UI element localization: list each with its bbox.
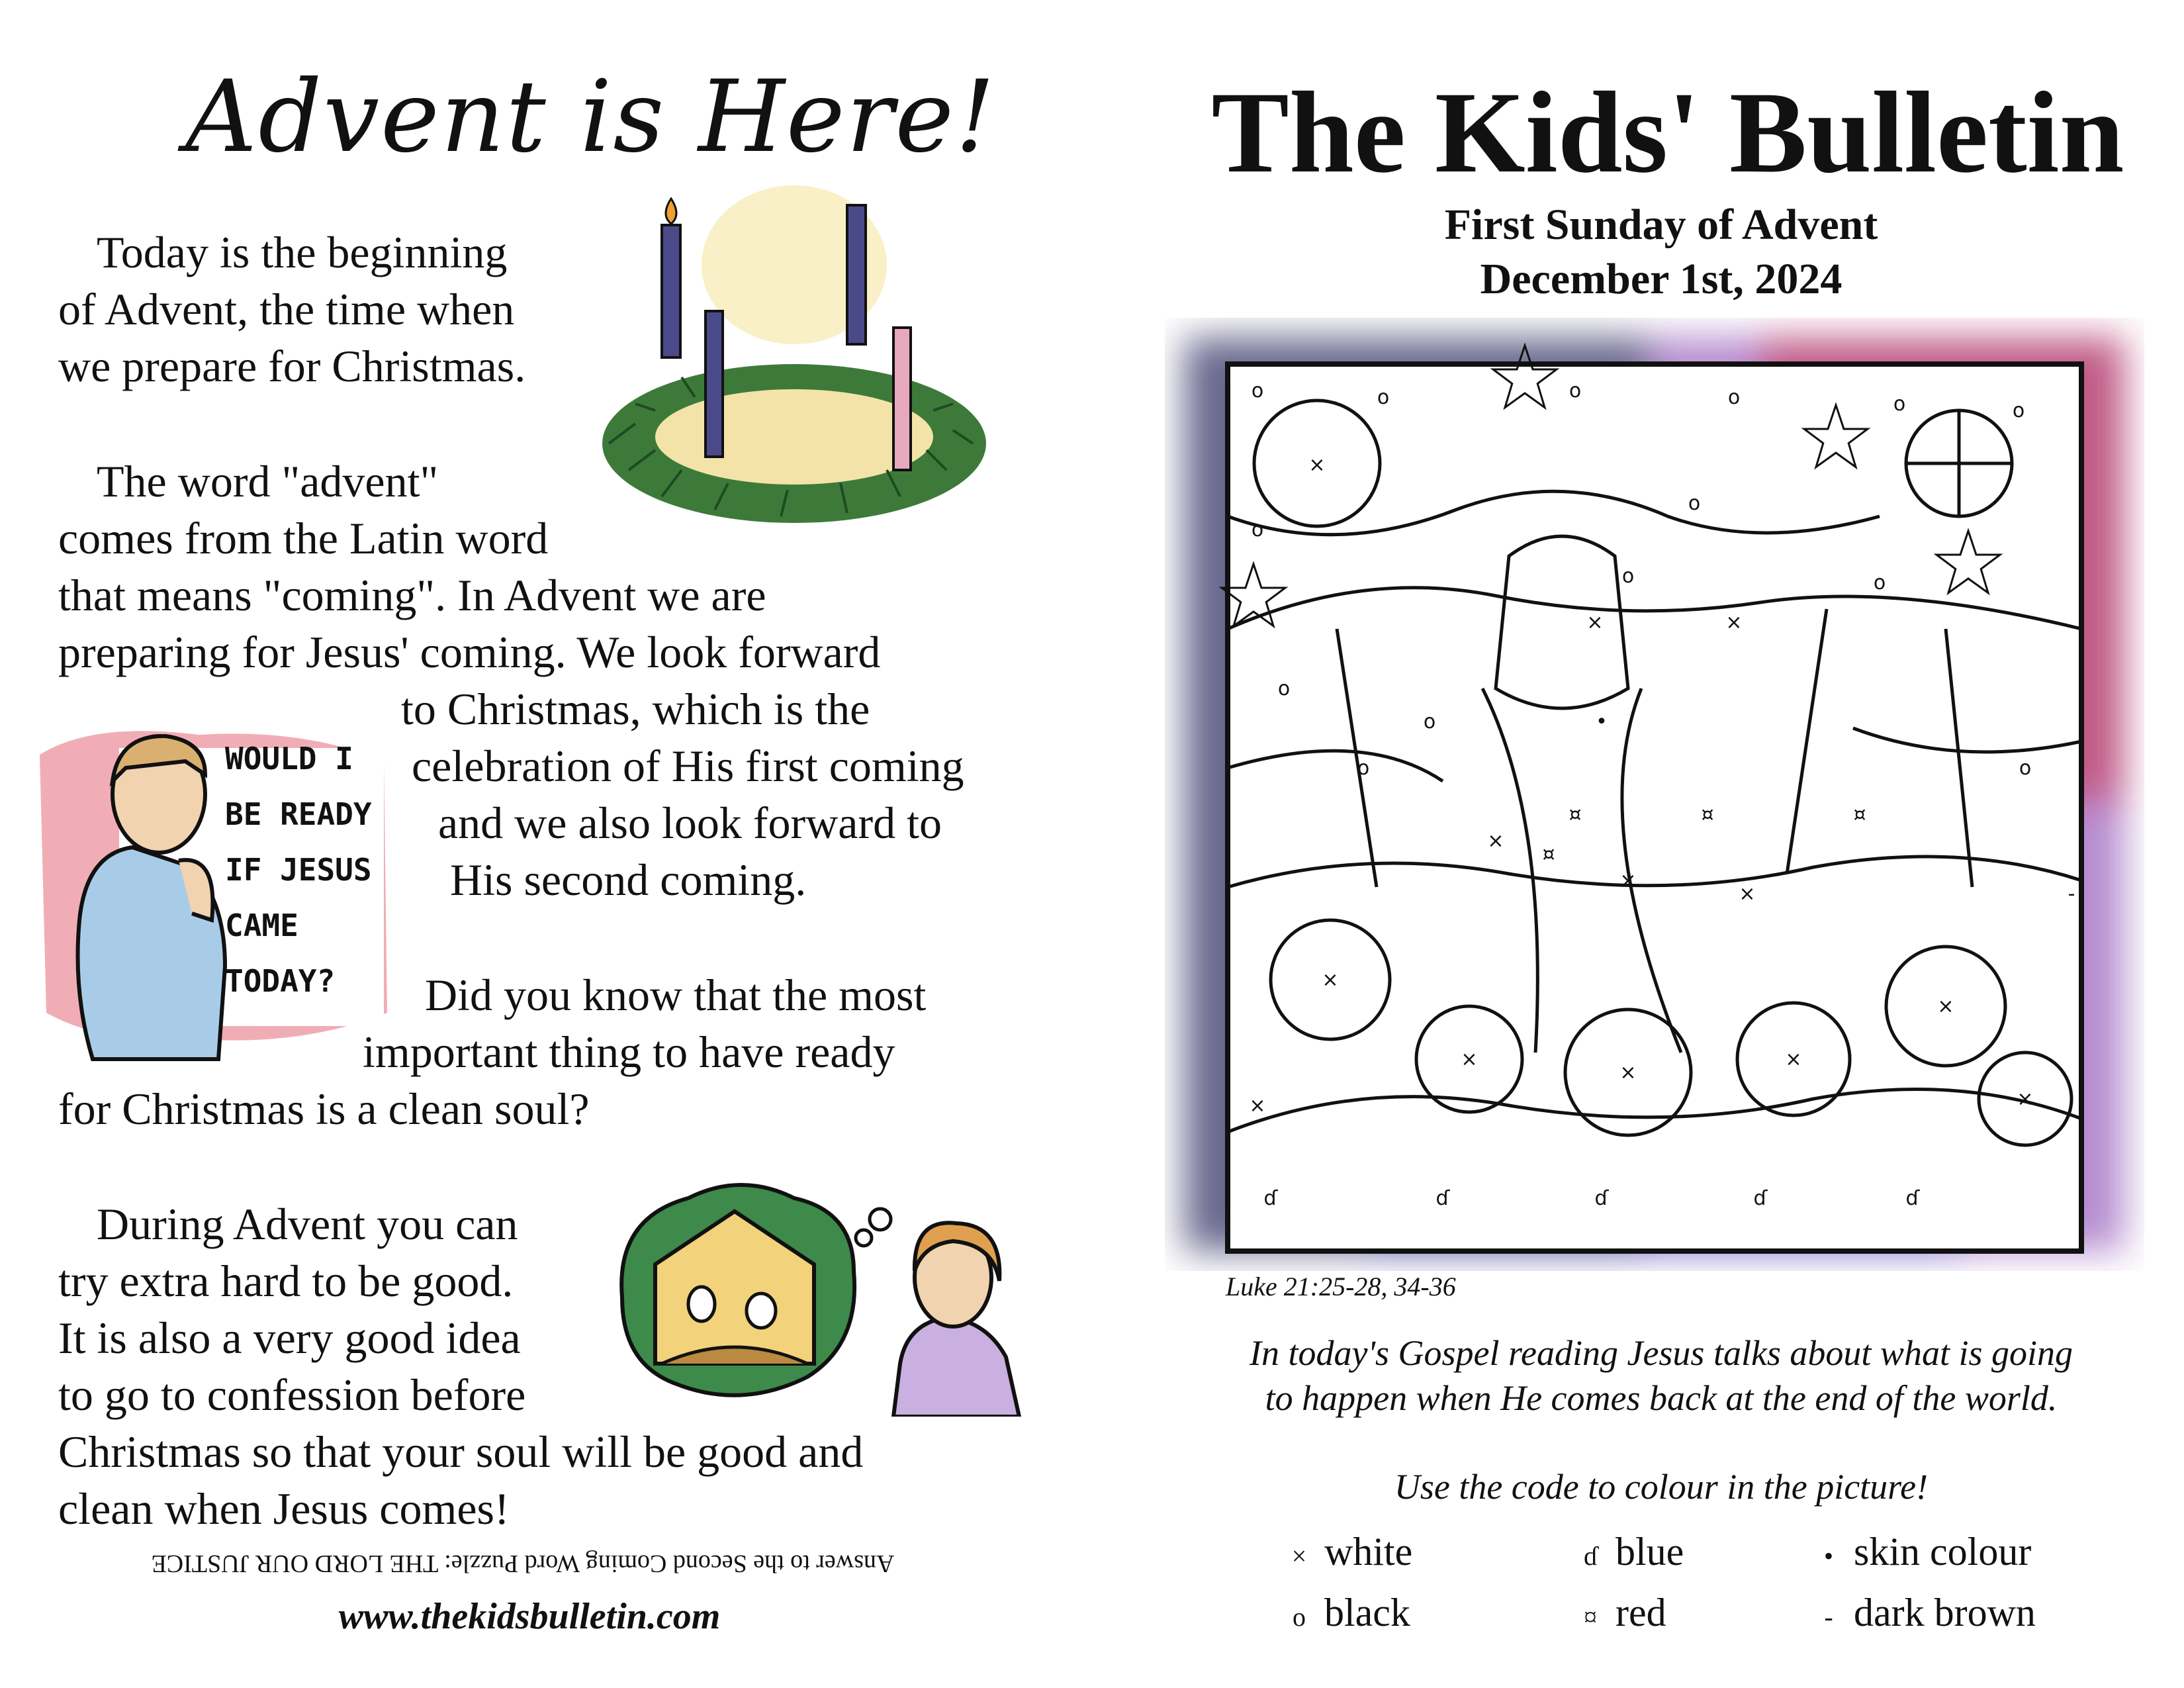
advent-text-line: we prepare for Christmas. (58, 341, 526, 391)
legend-symbol-icon: o (1293, 1601, 1306, 1632)
speech-line: TODAY? (225, 963, 336, 999)
legend-symbol-icon: • (1823, 1540, 1833, 1571)
gospel-summary (1165, 1331, 2158, 1421)
boy-speech-text (225, 731, 372, 1009)
svg-text:×: × (1586, 611, 1604, 634)
advent-text-line: clean when Jesus comes! (58, 1483, 510, 1534)
svg-text:o: o (2019, 757, 2032, 780)
svg-text:o: o (1621, 565, 1635, 588)
advent-text-line: to Christmas, which is the (401, 684, 870, 734)
svg-text:o: o (1357, 757, 1370, 780)
gospel-summary-line: to happen when He comes back at the end of the world. (1265, 1378, 2058, 1418)
advent-text-line: try extra hard to be good. (58, 1256, 514, 1306)
page-title-advent: Advent is Here! (185, 60, 997, 175)
legend-item-red (1575, 1590, 1666, 1636)
svg-text:×: × (1785, 1048, 1802, 1071)
svg-text:-: - (2068, 882, 2075, 906)
advent-text-line: and we also look forward to (438, 798, 942, 848)
legend-label: dark brown (1854, 1591, 2036, 1634)
advent-text-line: Did you know that the most (425, 970, 927, 1020)
legend-item-black (1284, 1590, 1410, 1636)
speech-line: IF JESUS (225, 852, 372, 888)
svg-text:¤: ¤ (1853, 803, 1866, 826)
svg-text:ɗ: ɗ (1263, 1187, 1278, 1210)
svg-text:ɗ: ɗ (1594, 1187, 1609, 1210)
svg-text:o: o (1277, 677, 1291, 700)
legend-item-dark-brown (1813, 1590, 2036, 1636)
svg-text:o: o (1251, 518, 1264, 541)
svg-text:×: × (1322, 968, 1339, 992)
legend-symbol-icon: ɗ (1584, 1540, 1597, 1571)
color-by-code-picture (1165, 318, 2144, 1271)
svg-text:o: o (2012, 399, 2025, 422)
svg-text:o: o (1569, 379, 1582, 402)
legend-label: blue (1615, 1530, 1684, 1573)
gospel-summary-line: In today's Gospel reading Jesus talks about what is going (1250, 1333, 2073, 1373)
svg-text:×: × (1461, 1048, 1478, 1071)
svg-text:•: • (1596, 710, 1608, 733)
speech-line: WOULD I (225, 741, 353, 776)
website-url[interactable]: www.thekidsbulletin.com (338, 1596, 721, 1637)
svg-text:×: × (1725, 611, 1743, 634)
advent-text-line: comes from the Latin word (58, 513, 549, 563)
svg-text:×: × (1739, 882, 1756, 906)
advent-text-line: The word "advent" (97, 456, 439, 506)
legend-label: skin colour (1854, 1530, 2032, 1573)
puzzle-answer-upside-down: Answer to the Second Coming Word Puzzle: THE LORD OUR JUSTICE (151, 1550, 895, 1577)
svg-text:o: o (1688, 492, 1701, 515)
legend-item-skin (1813, 1529, 2031, 1575)
advent-text-line: preparing for Jesus' coming. We look forward (58, 627, 881, 677)
svg-text:×: × (1249, 1094, 1266, 1117)
speech-line: BE READY (225, 796, 372, 832)
svg-text:×: × (1487, 829, 1504, 853)
bulletin-date: December 1st, 2024 (1480, 255, 1843, 303)
advent-text-line: celebration of His first coming (412, 741, 964, 791)
svg-text:ɗ: ɗ (1753, 1187, 1768, 1210)
advent-text-line: His second coming. (450, 855, 807, 905)
legend-symbol-icon: ¤ (1584, 1601, 1597, 1632)
svg-text:¤: ¤ (1701, 803, 1714, 826)
advent-text-line: Today is the beginning (97, 227, 508, 277)
advent-text-line: important thing to have ready (363, 1027, 895, 1077)
svg-text:ɗ: ɗ (1435, 1187, 1450, 1210)
scripture-reference: Luke 21:25-28, 34-36 (1226, 1272, 1456, 1301)
advent-text-line: Christmas so that your soul will be good and (58, 1427, 864, 1477)
bulletin-title: The Kids' Bulletin (1211, 68, 2124, 197)
legend-label: white (1324, 1530, 1413, 1573)
advent-text-line: that means "coming". In Advent we are (58, 570, 766, 620)
svg-text:¤: ¤ (1542, 843, 1555, 866)
svg-text:×: × (1308, 453, 1326, 477)
advent-text-line: to go to confession before (58, 1370, 526, 1420)
svg-text:×: × (1619, 1061, 1637, 1084)
svg-text:o: o (1727, 386, 1741, 409)
speech-line: CAME (225, 908, 298, 943)
nativity-thought-illustration (609, 1165, 1046, 1417)
colour-code-heading: Use the code to colour in the picture! (1394, 1467, 1929, 1507)
svg-text:o: o (1873, 571, 1886, 594)
advent-text-line: of Advent, the time when (58, 284, 515, 334)
advent-text-line: It is also a very good idea (58, 1313, 521, 1363)
svg-text:¤: ¤ (1569, 803, 1582, 826)
svg-text:×: × (2017, 1088, 2034, 1111)
advent-wreath-illustration (582, 179, 1006, 563)
advent-text-line: for Christmas is a clean soul? (58, 1084, 590, 1134)
legend-item-white (1284, 1529, 1412, 1575)
legend-label: black (1324, 1591, 1410, 1634)
liturgical-sunday: First Sunday of Advent (1444, 201, 1878, 249)
svg-text:o: o (1893, 393, 1906, 416)
svg-text:o: o (1423, 710, 1436, 733)
legend-label: red (1615, 1591, 1666, 1634)
legend-symbol-icon: × (1291, 1540, 1307, 1571)
advent-text-line: During Advent you can (97, 1199, 518, 1249)
svg-text:×: × (1619, 869, 1637, 892)
legend-symbol-icon: - (1824, 1601, 1833, 1632)
svg-text:o: o (1377, 386, 1390, 409)
svg-text:o: o (1251, 379, 1264, 402)
svg-text:×: × (1937, 995, 1954, 1018)
svg-text:ɗ: ɗ (1905, 1187, 1920, 1210)
legend-item-blue (1575, 1529, 1684, 1575)
